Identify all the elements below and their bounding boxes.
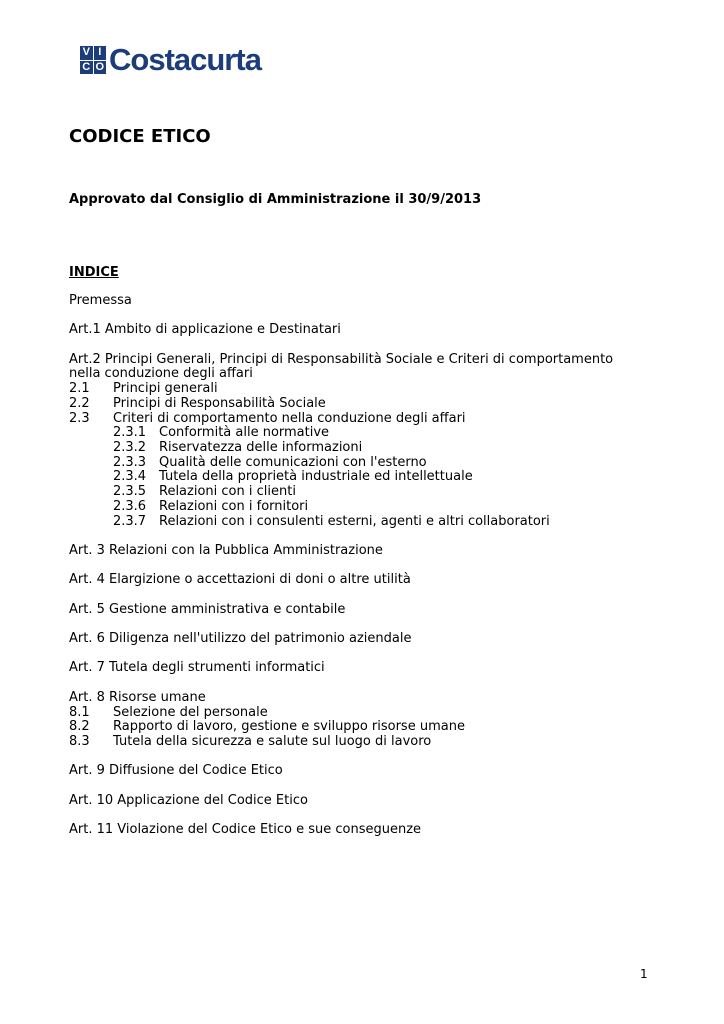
logo-mark-letter: V: [80, 46, 93, 60]
toc-entry-art8: [69, 691, 669, 750]
toc-subentry-number: 2.3: [69, 410, 90, 426]
toc-subentry-label: Rapporto di lavoro, gestione e sviluppo risorse umane: [113, 719, 465, 735]
document-title: CODICE ETICO: [69, 126, 211, 147]
company-logo: [80, 42, 261, 77]
logo-mark-icon: [80, 46, 106, 74]
toc-subentry-number: 8.3: [69, 733, 90, 749]
toc-entry-art3: [69, 544, 669, 559]
toc-subsubentry-label: Relazioni con i consulenti esterni, agenti e altri collaboratori: [159, 513, 550, 529]
toc-subsubentry-label: Tutela della proprietà industriale ed intellettuale: [159, 469, 473, 485]
toc-entry-label: Art. 4 Elargizione o accettazioni di doni o altre utilità: [69, 572, 411, 588]
toc-entry-label: Art. 6 Diligenza nell'utilizzo del patrimonio aziendale: [69, 631, 412, 647]
index-heading: INDICE: [69, 265, 119, 280]
toc-subsubentry-number: 2.3.4: [113, 469, 147, 485]
toc-subentry: [69, 720, 669, 735]
toc-subsubentry: [69, 500, 669, 515]
toc-entry-art10: [69, 794, 669, 809]
toc-subsubentry-label: Riservatezza delle informazioni: [159, 440, 363, 455]
toc-subsubentry: [69, 515, 669, 530]
toc-subentry: [69, 735, 669, 750]
toc-subentry-number: 2.2: [69, 395, 90, 411]
toc-subentry-label: Criteri di comportamento nella conduzione degli affari: [113, 410, 466, 426]
toc-entry-art9: [69, 764, 669, 779]
page-number: 1: [640, 967, 648, 981]
toc-subsubentry-number: 2.3.7: [113, 513, 147, 529]
toc-entry-art7: [69, 661, 669, 676]
table-of-contents: [69, 294, 669, 853]
toc-subsubentry-label: Conformità alle normative: [159, 425, 330, 441]
toc-entry-label: Art. 9 Diffusione del Codice Etico: [69, 763, 283, 779]
toc-subentry-number: 8.1: [69, 704, 90, 720]
toc-subentry: [69, 412, 669, 427]
toc-entry-label: Art. 10 Applicazione del Codice Etico: [69, 792, 308, 808]
toc-entry-art11: [69, 823, 669, 838]
logo-mark-letter: C: [80, 61, 93, 75]
toc-subsubentry-number: 2.3.6: [113, 498, 147, 514]
logo-mark-letter: I: [94, 46, 107, 60]
toc-subentry-label: Selezione del personale: [113, 704, 268, 720]
toc-subentry-label: Principi generali: [113, 381, 218, 397]
toc-subentry-label: Tutela della sicurezza e salute sul luogo di lavoro: [113, 733, 432, 749]
toc-entry-label: Art. 5 Gestione amministrativa e contabile: [69, 601, 346, 617]
toc-entry-label: Art. 8 Risorse umane: [69, 689, 206, 705]
toc-subsubentry: [69, 441, 669, 456]
toc-subentry: [69, 382, 669, 397]
toc-entry-art1: [69, 323, 669, 338]
toc-subsubentry: [69, 426, 669, 441]
toc-subentry-label: Principi di Responsabilità Sociale: [113, 395, 326, 411]
toc-entry-label: Art. 7 Tutela degli strumenti informatici: [69, 660, 325, 676]
toc-subsubentry: [69, 470, 669, 485]
toc-entry-label: Art. 3 Relazioni con la Pubblica Amministrazione: [69, 542, 383, 558]
toc-entry-art6: [69, 632, 669, 647]
toc-subsubentry-number: 2.3.5: [113, 484, 147, 500]
toc-entry-art4: [69, 573, 669, 588]
toc-entry-art2: [69, 353, 669, 529]
toc-subentry: [69, 706, 669, 721]
logo-wordmark: Costacurta: [109, 42, 261, 77]
toc-entry-label: Premessa: [69, 293, 132, 308]
toc-entry-label: Art.2 Principi Generali, Principi di Responsabilità Sociale e Criteri di comportamento: [69, 351, 614, 367]
toc-subsubentry-label: Relazioni con i fornitori: [159, 498, 309, 514]
toc-subsubentry-label: Qualità delle comunicazioni con l'esterno: [159, 454, 427, 470]
toc-entry-label: Art. 11 Violazione del Codice Etico e sue conseguenze: [69, 822, 422, 838]
toc-entry-art5: [69, 603, 669, 618]
toc-subsubentry-number: 2.3.1: [113, 425, 147, 441]
logo-mark-letter: O: [95, 60, 105, 73]
toc-subsubentry: [69, 485, 669, 500]
toc-subsubentry: [69, 456, 669, 471]
toc-subentry-number: 8.2: [69, 719, 90, 735]
toc-subentry-number: 2.1: [69, 381, 90, 397]
approval-note: Approvato dal Consiglio di Amministrazione il 30/9/2013: [69, 192, 482, 207]
toc-subsubentry-number: 2.3.3: [113, 454, 147, 470]
toc-entry-premessa: [69, 294, 669, 309]
toc-subentry: [69, 397, 669, 412]
toc-entry-label-continued: nella conduzione degli affari: [69, 366, 253, 382]
toc-subsubentry-label: Relazioni con i clienti: [159, 484, 296, 500]
toc-subsubentry-number: 2.3.2: [113, 440, 147, 455]
toc-entry-label: Art.1 Ambito di applicazione e Destinatari: [69, 322, 341, 338]
